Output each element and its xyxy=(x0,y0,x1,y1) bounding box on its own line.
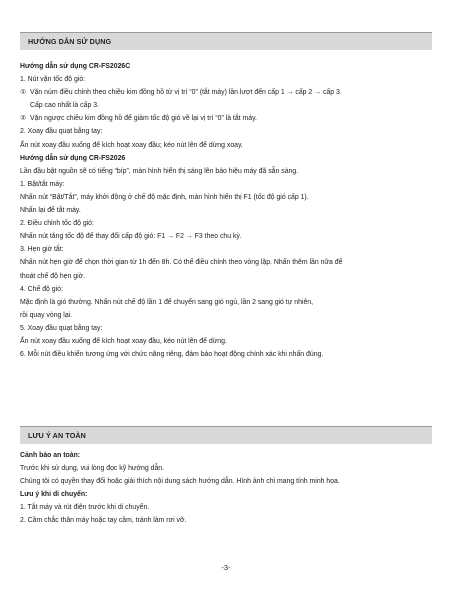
line-text: Vặn núm điều chỉnh theo chiều kim đồng hồ từ vị trí “0” (tắt máy) lần lượt đến cấp 1 → cấp 2 → cấp 3. xyxy=(30,89,342,97)
text-line xyxy=(20,322,432,335)
line-text: 6. Mỗi nút điều khiển tương ứng với chức năng riêng, đảm bảo hoạt động chính xác khi nhấn đúng. xyxy=(20,351,324,359)
line-text: 2. Xoay đầu quạt bằng tay: xyxy=(20,128,103,136)
line-text: thoát chế độ hẹn giờ. xyxy=(20,272,86,280)
text-line xyxy=(20,217,432,230)
section-header-safety xyxy=(20,426,432,444)
text-line xyxy=(20,256,432,269)
list-marker: ② xyxy=(20,115,27,123)
line-text: Vặn ngược chiều kim đồng hồ để giảm tốc độ gió về lại vị trí “0” là tắt máy. xyxy=(30,115,257,123)
section-header-usage xyxy=(20,32,432,50)
text-line xyxy=(20,73,432,86)
section-title-safety: LƯU Ý AN TOÀN xyxy=(28,431,86,440)
page-number: -3- xyxy=(221,563,231,572)
text-line xyxy=(20,309,432,322)
text-line xyxy=(20,475,432,488)
text-line xyxy=(20,462,432,475)
line-text: Cấp cao nhất là cấp 3. xyxy=(30,102,99,110)
line-text: Hướng dẫn sử dụng CR-FS2026 xyxy=(20,154,126,162)
text-line xyxy=(20,112,432,125)
subheading xyxy=(20,449,432,462)
line-text: Trước khi sử dụng, vui lòng đọc kỹ hướng dẫn. xyxy=(20,465,165,473)
line-text: Lưu ý khi di chuyển: xyxy=(20,491,88,499)
text-line xyxy=(20,86,432,99)
subheading xyxy=(20,152,432,165)
text-line xyxy=(20,270,432,283)
text-line xyxy=(20,204,432,217)
text-line xyxy=(20,125,432,138)
text-line xyxy=(20,165,432,178)
text-line xyxy=(20,191,432,204)
text-line xyxy=(20,283,432,296)
line-text: 3. Hẹn giờ tắt: xyxy=(20,246,64,254)
text-line xyxy=(20,335,432,348)
line-text: Mặc định là gió thường. Nhấn nút chế độ lần 1 để chuyển sang gió ngủ, lần 2 sang gió tự nhiên, xyxy=(20,298,314,306)
line-text: Cảnh báo an toàn: xyxy=(20,452,81,459)
list-marker: ① xyxy=(20,89,27,97)
usage-instructions xyxy=(20,60,432,361)
text-line xyxy=(20,99,432,112)
section-title-usage: HƯỚNG DẪN SỬ DỤNG xyxy=(28,37,112,46)
line-text: 2. Điều chỉnh tốc độ gió: xyxy=(20,220,94,228)
line-text: Nhấn nút hẹn giờ để chọn thời gian từ 1h đến 8h. Có thể điều chỉnh theo vòng lặp. Nhấn thêm lần nữa để xyxy=(20,259,343,267)
text-line xyxy=(20,501,432,514)
text-line xyxy=(20,348,432,361)
text-line xyxy=(20,178,432,191)
line-text: Nhấn nút tăng tốc độ để thay đổi cấp độ gió: F1 → F2 → F3 theo chu kỳ. xyxy=(20,233,242,241)
line-text: Hướng dẫn sử dụng CR-FS2026C xyxy=(20,63,131,70)
line-text: 4. Chế độ gió: xyxy=(20,285,63,293)
line-text: Ấn nút xoay đầu xuống để kích hoạt xoay đầu; kéo nút lên để dừng xoay. xyxy=(20,141,243,149)
text-line xyxy=(20,296,432,309)
line-text: 1. Nút vặn tốc độ gió: xyxy=(20,76,86,84)
safety-notes xyxy=(20,449,432,528)
text-line xyxy=(20,139,432,152)
line-text: Nhấn lại để tắt máy. xyxy=(20,207,81,215)
line-text: 1. Tắt máy và rút điện trước khi di chuyển. xyxy=(20,504,150,512)
text-line xyxy=(20,514,432,527)
line-text: Chúng tôi có quyền thay đổi hoặc giải thích nội dung sách hướng dẫn. Hình ảnh chỉ mang tính minh họa. xyxy=(20,478,340,486)
line-text: 1. Bật/tắt máy: xyxy=(20,180,65,188)
subheading xyxy=(20,488,432,501)
line-text: rồi quay vòng lại. xyxy=(20,311,73,319)
line-text: Lần đầu bật nguồn sẽ có tiếng “bíp”, màn hình hiển thị sáng lên báo hiệu máy đã sẵn sàng. xyxy=(20,167,299,175)
text-line xyxy=(20,243,432,256)
subheading xyxy=(20,60,432,73)
line-text: Ấn nút xoay đầu xuống để kích hoạt xoay đầu, kéo nút lên để dừng. xyxy=(20,337,227,345)
line-text: 2. Cầm chắc thân máy hoặc tay cầm, tránh làm rơi vỡ. xyxy=(20,517,187,525)
line-text: 5. Xoay đầu quạt bằng tay: xyxy=(20,324,103,332)
text-line xyxy=(20,230,432,243)
line-text: Nhấn nút “Bật/Tắt”, máy khởi động ở chế độ mặc định, màn hình hiển thị F1 (tốc độ gió cấp 1). xyxy=(20,193,309,201)
